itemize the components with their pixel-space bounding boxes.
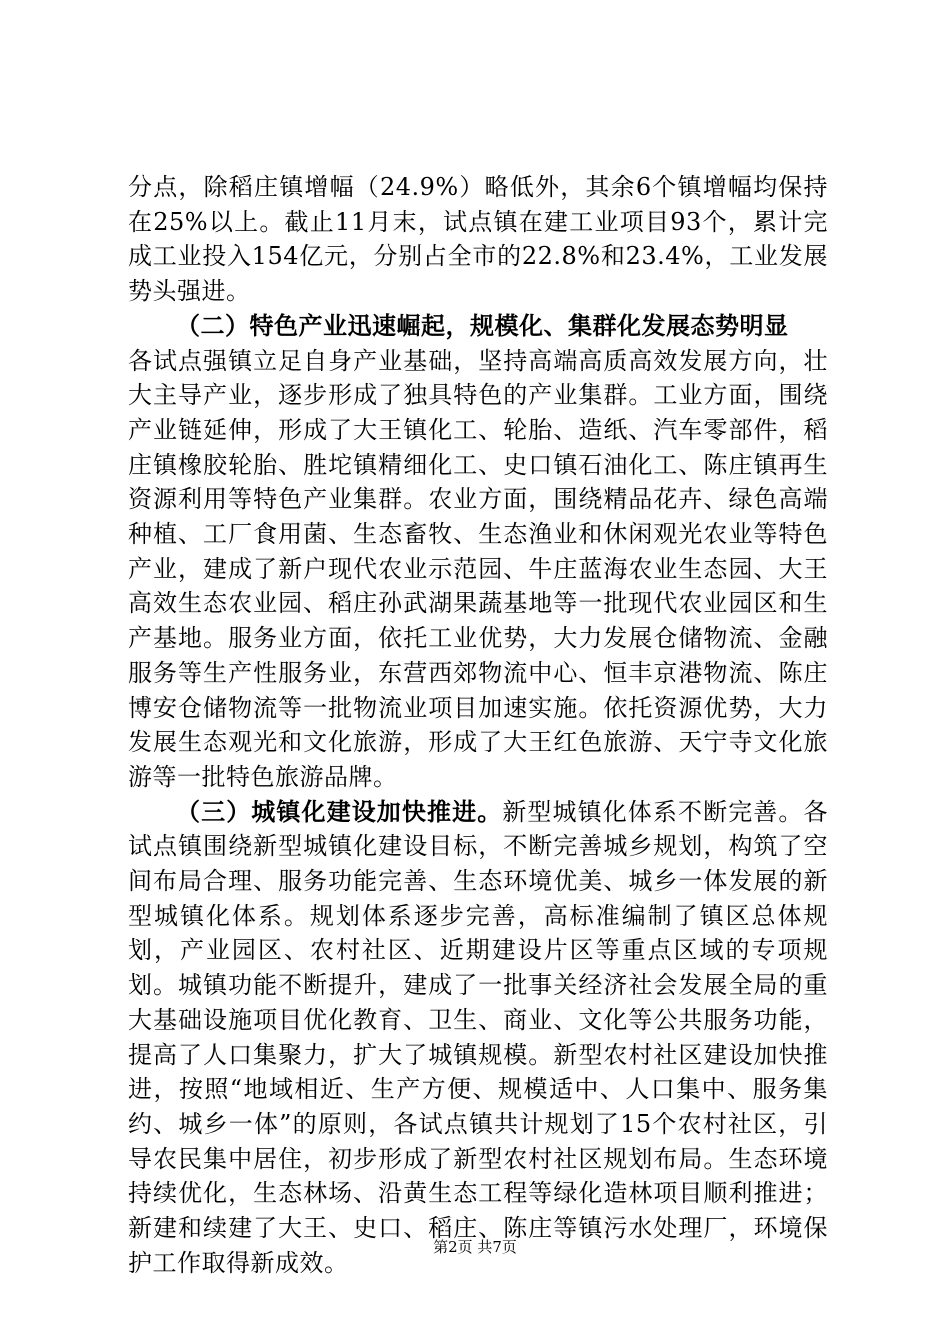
urbanization-body: 各试点镇围绕新型城镇化建设目标，不断完善城乡规划，构筑了空间布局合理、服务功能完善、生态环境优美、城乡一体发展的新型城镇化体系。规划体系逐步完善，高标准编制了镇区总体规划，产业园区、农村社区、近期建设片区等重点区域的专项规划。城镇功能不断提升，建成了一批事关经济社会发展全局的重大基础设施项目优化教育、卫生、商业、文化等公共服务功能，提高了人口集聚力，扩大了城镇规模。新型农村社区建设加快推进，按照“地域相近、生产方便、规模适中、人口集中、服务集约、城乡一体”的原则，各试点镇共计规划了15个农村社区，引导农民集中居住，初步形成了新型农村社区规划布局。生态环境持续优化，生态林场、沿黄生态工程等绿化造林项目顺利推进；新建和续建了大王、史口、稻庄、陈庄等镇污水处理厂，环境保护工作取得新成效。 — [128, 797, 829, 1277]
urbanization-lead-sentence: 新型城镇化体系不断完善。 — [502, 797, 804, 826]
document-body — [128, 170, 828, 1281]
section-heading-featured-industries: （二）特色产业迅速崛起，规模化、集群化发展态势明显 — [176, 311, 789, 340]
paragraph-industry-growth: 分点，除稻庄镇增幅（24.9%）略低外，其余6个镇增幅均保持在25%以上。截止11月末，试点镇在建工业项目93个，累计完成工业投入154亿元，分别占全市的22.8%和23.4%，工业发展势头强进。 — [128, 173, 828, 306]
section-heading-urbanization: （三）城镇化建设加快推进。 — [176, 797, 503, 826]
paragraph-featured-industries: 各试点强镇立足自身产业基础，坚持高端高质高效发展方向，壮大主导产业，逐步形成了独具特色的产业集群。工业方面，围绕产业链延伸，形成了大王镇化工、轮胎、造纸、汽车零部件，稻庄镇橡胶轮胎、胜坨镇精细化工、史口镇石油化工、陈庄镇再生资源利用等特色产业集群。农业方面，围绕精品花卉、绿色高端种植、工厂食用菌、生态畜牧、生态渔业和休闲观光农业等特色产业，建成了新户现代农业示范园、牛庄蓝海农业生态园、大王高效生态农业园、稻庄孙武湖果蔬基地等一批现代农业园区和生产基地。服务业方面，依托工业优势，大力发展仓储物流、金融服务等生产性服务业，东营西郊物流中心、恒丰京港物流、陈庄博安仓储物流等一批物流业项目加速实施。依托资源优势，大力发展生态观光和文化旅游，形成了大王红色旅游、天宁寺文化旅游等一批特色旅游品牌。 — [128, 346, 828, 791]
page-number-footer: 第2页 共7页 — [433, 1238, 517, 1256]
paragraph-urbanization — [128, 795, 828, 1281]
